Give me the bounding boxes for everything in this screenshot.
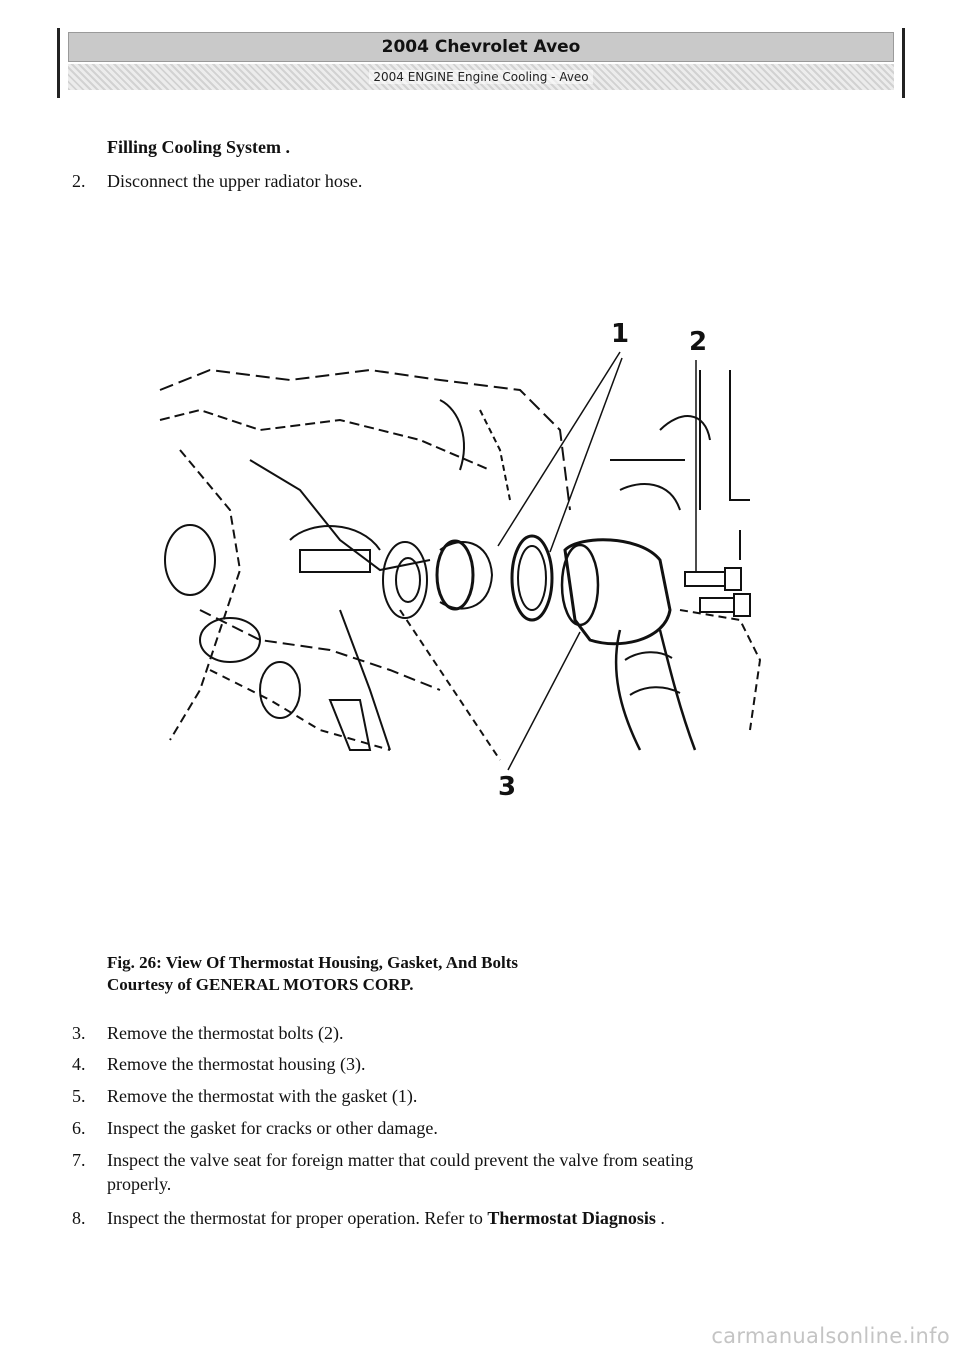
- step-text-continued: properly.: [107, 1174, 172, 1194]
- step-text: Remove the thermostat bolts (2).: [107, 1023, 344, 1043]
- callout-1: 1: [610, 319, 630, 349]
- callout-3: 3: [497, 772, 517, 802]
- step-number: 2.: [72, 171, 86, 191]
- header-subtitle-bar: [68, 64, 894, 90]
- caption-text: Fig. 26: View Of Thermostat Housing, Gasket, And Bolts: [107, 953, 519, 972]
- continued-text: Filling Cooling System .: [107, 137, 291, 157]
- step-number: 4.: [72, 1054, 86, 1074]
- thermostat-diagnosis-link[interactable]: Thermostat Diagnosis: [487, 1208, 656, 1228]
- step-number: 3.: [72, 1023, 86, 1043]
- header-subtitle: 2004 ENGINE Engine Cooling - Aveo: [369, 70, 592, 84]
- step-text: Disconnect the upper radiator hose.: [107, 171, 363, 191]
- courtesy-line: Courtesy of GENERAL MOTORS CORP.: [107, 975, 414, 994]
- courtesy-source: GENERAL MOTORS CORP.: [195, 975, 414, 994]
- watermark: carmanualsonline.info: [711, 1324, 950, 1348]
- step-text: Remove the thermostat housing (3).: [107, 1054, 366, 1074]
- header-title: 2004 Chevrolet Aveo: [68, 32, 894, 62]
- page-header: [57, 28, 905, 98]
- step-number: 8.: [72, 1208, 86, 1228]
- thermostat-housing-illustration: [140, 310, 780, 810]
- callout-2: 2: [688, 327, 708, 357]
- step-text: Inspect the valve seat for foreign matter that could prevent the valve from seating: [107, 1150, 694, 1170]
- step-number: 6.: [72, 1118, 86, 1138]
- step-text: Remove the thermostat with the gasket (1).: [107, 1086, 418, 1106]
- figure-caption: [107, 952, 518, 996]
- step-text: Inspect the gasket for cracks or other damage.: [107, 1118, 438, 1138]
- step-number: 5.: [72, 1086, 86, 1106]
- step-number: 7.: [72, 1150, 86, 1170]
- step-text: Inspect the thermostat for proper operation. Refer to Thermostat Diagnosis .: [107, 1208, 665, 1228]
